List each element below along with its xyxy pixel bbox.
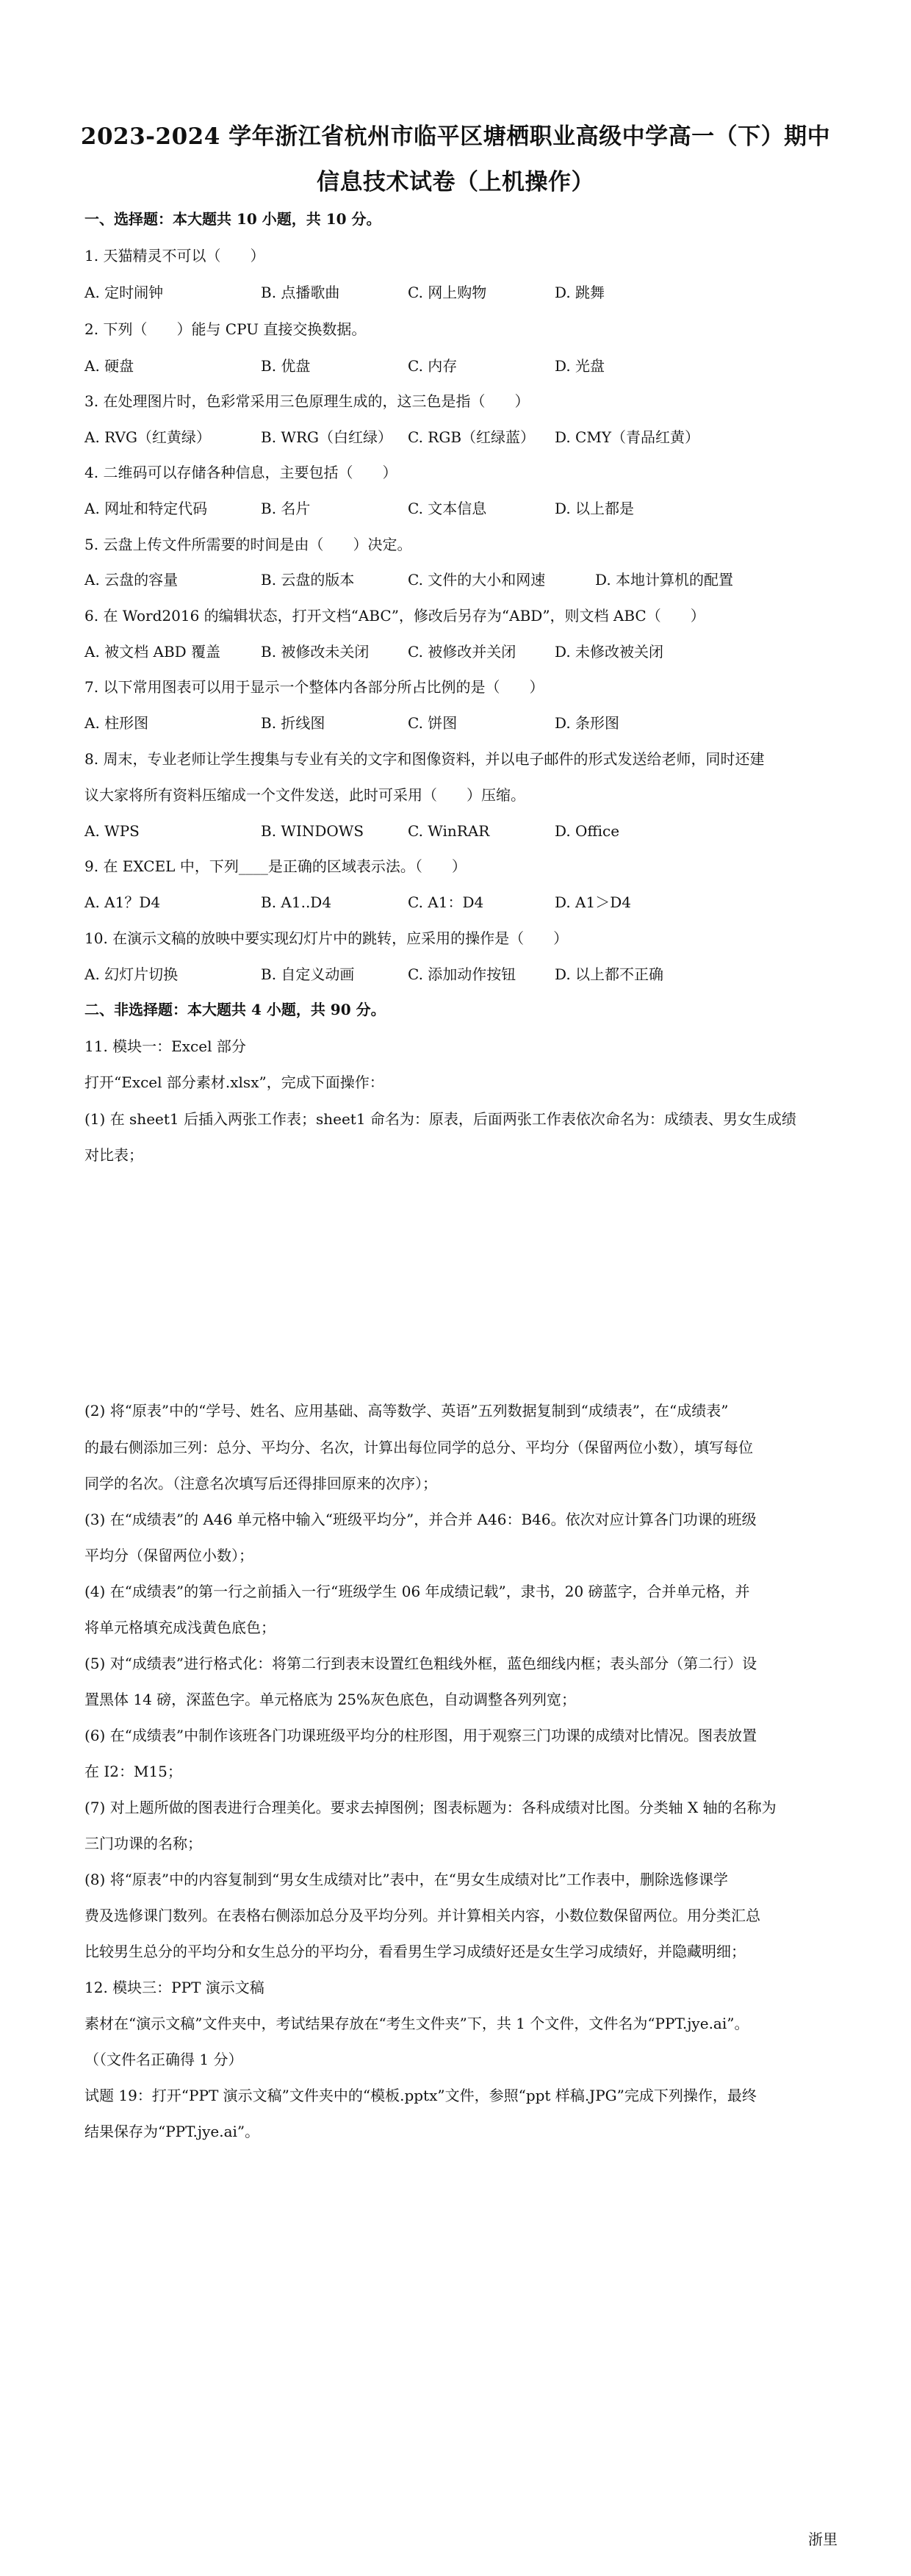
- option-b: B. 自定义动画: [261, 965, 355, 983]
- option-b: B. 优盘: [261, 357, 311, 375]
- title-line-2: 信息技术试卷（上机操作）: [317, 169, 594, 195]
- question-1-options: [84, 281, 830, 303]
- option-a: A. A1？D4: [84, 893, 161, 911]
- option-d: D. 以上都是: [555, 500, 635, 517]
- option-c: C. 添加动作按钮: [408, 965, 516, 983]
- question-8-line-2: 议大家将所有资料压缩成一个文件发送，此时可采用（ ）压缩。: [84, 786, 525, 804]
- option-a: A. WPS: [84, 822, 140, 840]
- question-3-options: [84, 426, 830, 448]
- option-a: A. 云盘的容量: [84, 571, 179, 589]
- question-8-line-1: 8. 周末，专业老师让学生搜集与专业有关的文字和图像资料，并以电子邮件的形式发送给老师，同时还建: [84, 750, 765, 768]
- question-3: 3. 在处理图片时，色彩常采用三色原理生成的，这三色是指（ ）: [84, 392, 530, 410]
- option-c: C. 被修改并关闭: [408, 643, 516, 661]
- q11-item-8-line-3: 比较男生总分的平均分和女生总分的平均分，看看男生学习成绩好还是女生学习成绩好，并隐藏明细；: [84, 1943, 746, 1960]
- option-a: A. 幻灯片切换: [84, 965, 179, 983]
- option-d: D. 光盘: [555, 357, 605, 375]
- option-b: B. WRG（白红绿）: [261, 428, 393, 446]
- option-c: C. 文本信息: [408, 500, 487, 517]
- question-7-options: [84, 712, 830, 734]
- option-d: D. 以上都不正确: [555, 965, 664, 983]
- option-c: C. 文件的大小和网速: [408, 571, 546, 589]
- question-4: 4. 二维码可以存储各种信息，主要包括（ ）: [84, 464, 397, 481]
- q11-item-6-line-2: 在 I2：M15；: [84, 1763, 182, 1780]
- option-c: C. RGB（红绿蓝）: [408, 428, 536, 446]
- q12-line-2: （（文件名正确得 1 分）: [84, 2051, 243, 2068]
- option-c: C. 网上购物: [408, 284, 487, 301]
- question-2: 2. 下列（ ）能与 CPU 直接交换数据。: [84, 320, 367, 338]
- question-10-options: [84, 963, 830, 985]
- question-6-options: [84, 641, 830, 663]
- option-a: A. RVG（红黄绿）: [84, 428, 211, 446]
- question-5-options: [84, 569, 830, 591]
- option-b: B. 点播歌曲: [261, 284, 340, 301]
- q11-item-3-line-2: 平均分（保留两位小数）；: [84, 1547, 253, 1564]
- question-9: 9. 在 EXCEL 中，下列____是正确的区域表示法。（ ）: [84, 857, 467, 875]
- option-b: B. A1..D4: [261, 893, 332, 911]
- option-b: B. 被修改未关闭: [261, 643, 370, 661]
- q11-item-4-line-2: 将单元格填充成浅黄色底色；: [84, 1619, 276, 1636]
- option-a: A. 被文档 ABD 覆盖: [84, 643, 221, 661]
- q11-item-2-line-3: 同学的名次。（注意名次填写后还得排回原来的次序）；: [84, 1475, 437, 1492]
- q11-item-6-line-1: (6) 在“成绩表”中制作该班各门功课班级平均分的柱形图，用于观察三门功课的成绩对比情况。图表放置: [84, 1727, 757, 1744]
- option-c: C. A1：D4: [408, 893, 484, 911]
- question-10: 10. 在演示文稿的放映中要实现幻灯片中的跳转，应采用的操作是（ ）: [84, 929, 569, 947]
- q11-item-2-line-1: (2) 将“原表”中的“学号、姓名、应用基础、高等数学、英语”五列数据复制到“成绩表”，在“成绩表”: [84, 1402, 729, 1420]
- question-7: 7. 以下常用图表可以用于显示一个整体内各部分所占比例的是（ ）: [84, 678, 544, 696]
- footer-mark: 浙里: [808, 2530, 838, 2548]
- option-c: C. WinRAR: [408, 822, 490, 840]
- option-b: B. WINDOWS: [261, 822, 364, 840]
- option-d: D. 条形图: [555, 714, 620, 732]
- q11-item-5-line-1: (5) 对“成绩表”进行格式化：将第二行到表末设置红色粗线外框，蓝色细线内框；表头部分（第二行）设: [84, 1655, 757, 1672]
- question-1: 1. 天猫精灵不可以（ ）: [84, 247, 265, 265]
- q12-line-4: 结果保存为“PPT.jye.ai”。: [84, 2123, 260, 2140]
- question-4-options: [84, 497, 830, 519]
- question-11-intro: 打开“Excel 部分素材.xlsx”，完成下面操作：: [84, 1073, 384, 1091]
- section-1-heading: 一、选择题：本大题共 10 小题，共 10 分。: [84, 210, 381, 228]
- option-a: A. 定时闹钟: [84, 284, 164, 301]
- option-a: A. 网址和特定代码: [84, 500, 208, 517]
- option-c: C. 饼图: [408, 714, 458, 732]
- option-b: B. 云盘的版本: [261, 571, 355, 589]
- option-d: D. 未修改被关闭: [555, 643, 664, 661]
- question-6: 6. 在 Word2016 的编辑状态，打开文档“ABC”，修改后另存为“ABD”，则文档 ABC（ ）: [84, 607, 705, 625]
- option-b: B. 名片: [261, 500, 311, 517]
- q11-item-1-line-1: (1) 在 sheet1 后插入两张工作表；sheet1 命名为：原表，后面两张工作表依次命名为：成绩表、男女生成绩: [84, 1110, 796, 1128]
- q12-line-3: 试题 19：打开“PPT 演示文稿”文件夹中的“模板.pptx”文件，参照“ppt 样稿.JPG”完成下列操作，最终: [84, 2087, 757, 2104]
- title-line-1: 2023-2024 学年浙江省杭州市临平区塘栖职业高级中学高一（下）期中: [80, 123, 831, 150]
- q11-item-5-line-2: 置黑体 14 磅，深蓝色字。单元格底为 25%灰色底色，自动调整各列列宽；: [84, 1691, 576, 1708]
- question-5: 5. 云盘上传文件所需要的时间是由（ ）决定。: [84, 536, 412, 553]
- option-d: D. 跳舞: [555, 284, 605, 301]
- option-a: A. 柱形图: [84, 714, 149, 732]
- option-a: A. 硬盘: [84, 357, 134, 375]
- question-12-title: 12. 模块三：PPT 演示文稿: [84, 1979, 264, 1996]
- q11-item-8-line-1: (8) 将“原表”中的内容复制到“男女生成绩对比”表中，在“男女生成绩对比”工作表中，删除选修课学: [84, 1871, 729, 1888]
- question-11-title: 11. 模块一：Excel 部分: [84, 1037, 246, 1055]
- option-d: D. Office: [555, 822, 620, 840]
- q11-item-4-line-1: (4) 在“成绩表”的第一行之前插入一行“班级学生 06 年成绩记载”，隶书，20 磅蓝字，合并单元格，并: [84, 1583, 750, 1600]
- q12-line-1: 素材在“演示文稿”文件夹中，考试结果存放在“考生文件夹”下，共 1 个文件，文件名为“PPT.jye.ai”。: [84, 2015, 749, 2032]
- q11-item-3-line-1: (3) 在“成绩表”的 A46 单元格中输入“班级平均分”，并合并 A46：B46。依次对应计算各门功课的班级: [84, 1511, 757, 1528]
- option-b: B. 折线图: [261, 714, 325, 732]
- q11-item-1-line-2: 对比表；: [84, 1146, 143, 1164]
- section-2-heading: 二、非选择题：本大题共 4 小题，共 90 分。: [84, 1001, 386, 1018]
- option-c: C. 内存: [408, 357, 458, 375]
- q11-item-2-line-2: 的最右侧添加三列：总分、平均分、名次，计算出每位同学的总分、平均分（保留两位小数），填写每位: [84, 1439, 753, 1456]
- question-2-options: [84, 355, 830, 377]
- option-d: D. CMY（青品红黄）: [555, 428, 700, 446]
- q11-item-7-line-1: (7) 对上题所做的图表进行合理美化。要求去掉图例；图表标题为：各科成绩对比图。分类轴 X 轴的名称为: [84, 1799, 777, 1816]
- q11-item-7-line-2: 三门功课的名称；: [84, 1835, 202, 1852]
- q11-item-8-line-2: 费及选修课门数列。在表格右侧添加总分及平均分列。并计算相关内容，小数位数保留两位。用分类汇总: [84, 1907, 760, 1924]
- question-8-options: [84, 820, 830, 842]
- option-d: D. A1＞D4: [555, 893, 631, 911]
- option-d: D. 本地计算机的配置: [595, 571, 734, 589]
- question-9-options: [84, 891, 830, 913]
